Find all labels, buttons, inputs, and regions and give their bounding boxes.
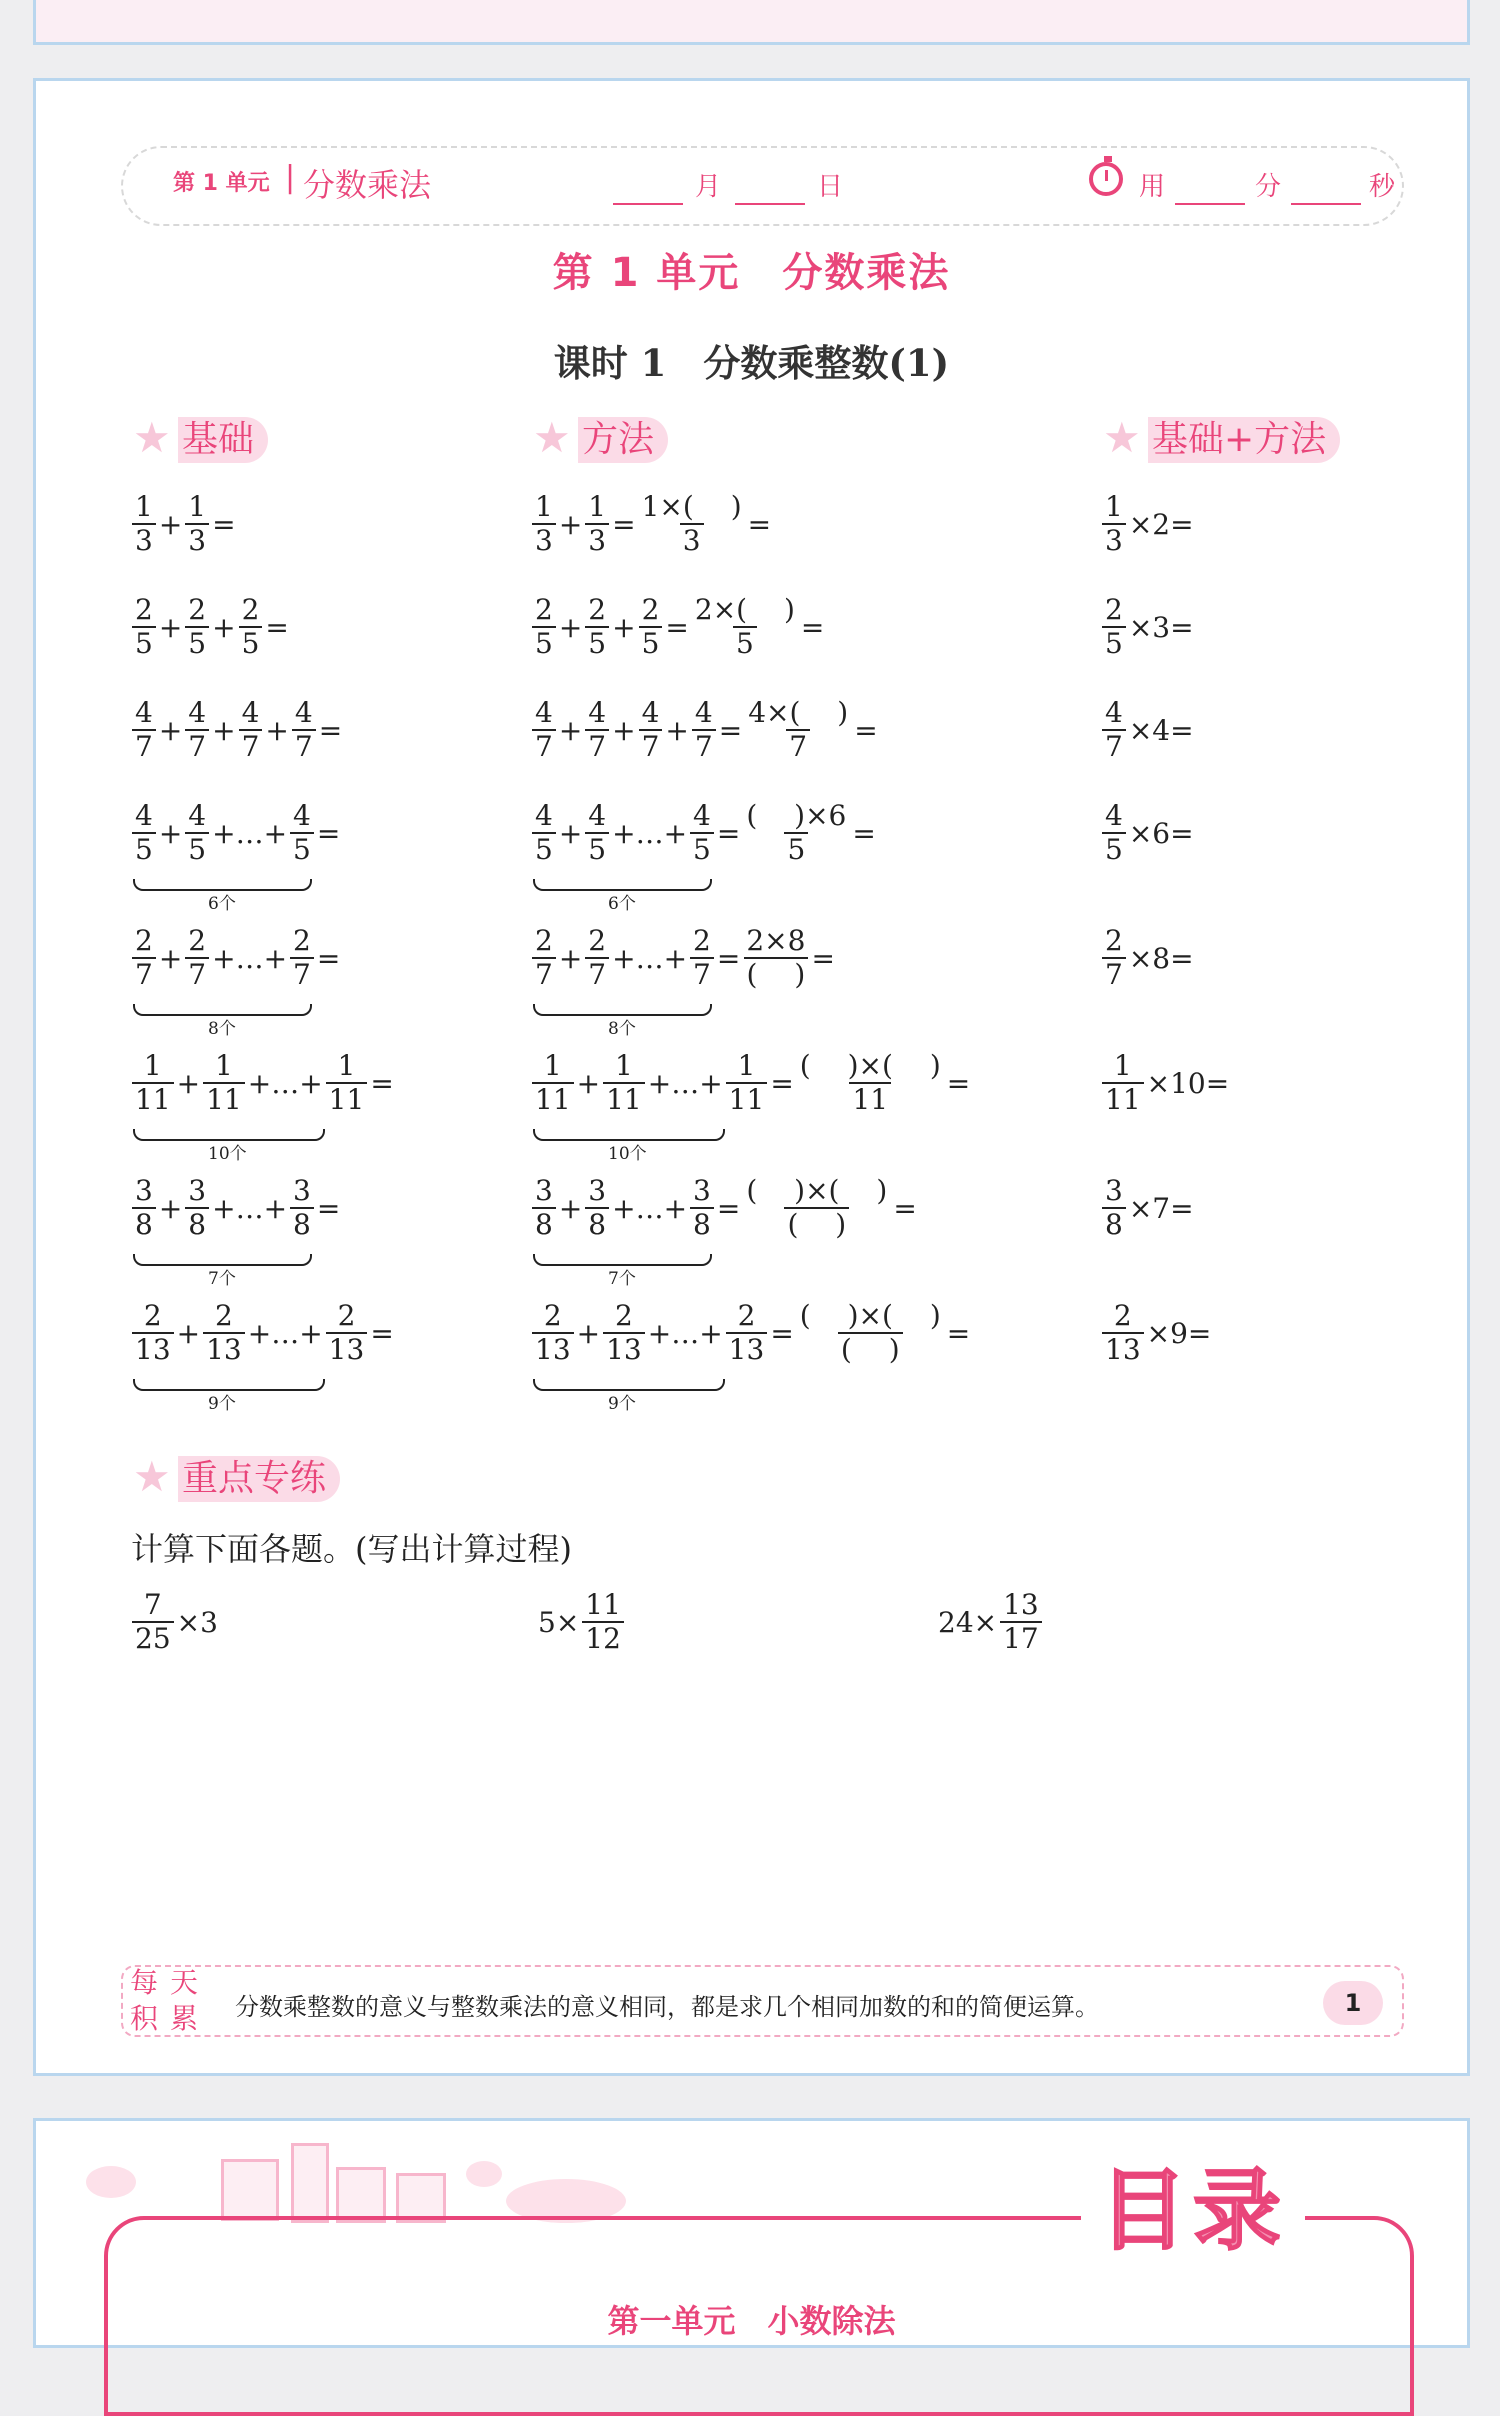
basic-problem: $\frac{4}{7}$ + $\frac{4}{7}$ + $\frac{4}{7}$ + $\frac{4}{7}$ = [131, 697, 344, 763]
stopwatch-icon [1089, 162, 1123, 196]
house-decoration [291, 2143, 329, 2223]
basic-method-problem: $\frac{2}{5}$ ×3= [1101, 594, 1196, 660]
brace-count: 6个 [208, 894, 236, 914]
month-blank[interactable] [613, 203, 683, 205]
basic-method-problem: $\frac{1}{11}$ ×10= [1101, 1050, 1231, 1116]
header-title: 分数乘法 [303, 166, 432, 204]
basic-problem: $\frac{1}{11}$ + $\frac{1}{11}$ +…+ $\frac{1}{11}$ = [131, 1050, 396, 1116]
brace-count: 7个 [208, 1269, 236, 1289]
cloud-decoration [466, 2161, 502, 2187]
basic-method-problem: $\frac{1}{3}$ ×2= [1101, 491, 1196, 557]
brace-count: 10个 [608, 1144, 647, 1164]
basic-problem: $\frac{4}{5}$ + $\frac{4}{5}$ +…+ $\frac{4}{5}$ = [131, 800, 342, 866]
tip-char: 天 [169, 1966, 198, 1999]
brace-count: 9个 [608, 1394, 636, 1414]
basic-problem: $\frac{2}{5}$ + $\frac{2}{5}$ + $\frac{2}{5}$ = [131, 594, 291, 660]
star-icon: ★ [533, 413, 571, 462]
basic-method-problem: $\frac{4}{7}$ ×4= [1101, 697, 1196, 763]
page-header [121, 146, 1404, 226]
seconds-blank[interactable] [1291, 203, 1361, 205]
header-separator: | [285, 160, 296, 195]
instruction-text: 计算下面各题。(写出计算过程) [131, 1530, 572, 1568]
house-decoration [221, 2159, 279, 2221]
daily-tip-badge [121, 1965, 207, 2037]
section-basic-label: 基础 [178, 417, 268, 463]
star-icon: ★ [1103, 413, 1141, 462]
table-of-contents-card [33, 2118, 1470, 2348]
method-problem: $\frac{1}{3}$ + $\frac{1}{3}$ = $\frac{1\times( )}{3}$ = [531, 491, 773, 557]
brace-count: 10个 [208, 1144, 247, 1164]
method-problem: $\frac{4}{5}$ + $\frac{4}{5}$ +…+ $\frac{4}{5}$ = $\frac{( )\times 6}{5}$ = [531, 800, 878, 866]
basic-method-problem: $\frac{4}{5}$ ×6= [1101, 800, 1196, 866]
tip-char: 累 [169, 2002, 198, 2035]
basic-method-problem: $\frac{3}{8}$ ×7= [1101, 1175, 1196, 1241]
month-label: 月 [695, 172, 722, 202]
lesson-title: 课时 1 分数乘整数(1) [553, 341, 950, 385]
header-unit-label: 第 1 单元 [173, 171, 270, 196]
tip-char: 每 [129, 1966, 158, 1999]
brace-count: 6个 [608, 894, 636, 914]
basic-problem: $\frac{2}{7}$ + $\frac{2}{7}$ +…+ $\frac{2}{7}$ = [131, 925, 342, 991]
daily-tip-text: 分数乘整数的意义与整数乘法的意义相同，都是求几个相同加数的和的简便运算。 [235, 1993, 1099, 2021]
brace-count: 7个 [608, 1269, 636, 1289]
star-icon: ★ [133, 413, 171, 462]
day-blank[interactable] [735, 203, 805, 205]
basic-method-problem: $\frac{2}{13}$ ×9= [1101, 1300, 1213, 1366]
brace-count: 9个 [208, 1394, 236, 1414]
method-problem: $\frac{2}{5}$ + $\frac{2}{5}$ + $\frac{2}{5}$ = $\frac{2\times( )}{5}$ = [531, 594, 826, 660]
brace-count: 8个 [208, 1019, 236, 1039]
tip-char: 积 [129, 2002, 158, 2035]
toc-item-unit-1[interactable]: 第一单元 小数除法 [607, 2302, 896, 2340]
key-problem: 24× $\frac{13}{17}$ [936, 1589, 1043, 1655]
daily-tip-footer [121, 1965, 1404, 2037]
minutes-blank[interactable] [1175, 203, 1245, 205]
toc-title: 目录 [1081, 2141, 1305, 2267]
unit-title: 第 1 单元 分数乘法 [552, 250, 951, 296]
worksheet-page [33, 78, 1470, 2076]
minutes-label: 分 [1255, 172, 1282, 202]
house-decoration [336, 2167, 386, 2223]
basic-problem: $\frac{2}{13}$ + $\frac{2}{13}$ +…+ $\frac{2}{13}$ = [131, 1300, 396, 1366]
section-key-label: 重点专练 [178, 1456, 340, 1502]
method-problem: $\frac{3}{8}$ + $\frac{3}{8}$ +…+ $\frac{3}{8}$ = $\frac{( )\times( )}{( )}$ = [531, 1175, 919, 1241]
basic-method-problem: $\frac{2}{7}$ ×8= [1101, 925, 1196, 991]
page-number: 1 [1323, 1981, 1383, 2025]
basic-problem: $\frac{3}{8}$ + $\frac{3}{8}$ +…+ $\frac{3}{8}$ = [131, 1175, 342, 1241]
cloud-decoration [86, 2166, 136, 2198]
method-problem: $\frac{4}{7}$ + $\frac{4}{7}$ + $\frac{4}{7}$ + $\frac{4}{7}$ = $\frac{4\times( )}{7}$ = [531, 697, 880, 763]
brace-count: 8个 [608, 1019, 636, 1039]
seconds-label: 秒 [1369, 172, 1396, 202]
section-method-label: 方法 [578, 417, 668, 463]
previous-page-card [33, 0, 1470, 45]
day-label: 日 [817, 172, 844, 202]
section-basic-method-label: 基础+方法 [1148, 417, 1340, 463]
key-problem: $\frac{7}{25}$ ×3 [131, 1589, 220, 1655]
method-problem: $\frac{2}{7}$ + $\frac{2}{7}$ +…+ $\frac{2}{7}$ = $\frac{2\times 8}{( )}$ = [531, 925, 837, 991]
star-icon: ★ [133, 1452, 171, 1501]
basic-problem: $\frac{1}{3}$ + $\frac{1}{3}$ = [131, 491, 238, 557]
method-problem: $\frac{1}{11}$ + $\frac{1}{11}$ +…+ $\frac{1}{11}$ = $\frac{( )\times( )}{11}$ = [531, 1050, 972, 1116]
key-problem: 5× $\frac{11}{12}$ [536, 1589, 625, 1655]
method-problem: $\frac{2}{13}$ + $\frac{2}{13}$ +…+ $\frac{2}{13}$ = $\frac{( )\times( )}{( )}$ = [531, 1300, 972, 1366]
use-label: 用 [1139, 172, 1166, 202]
